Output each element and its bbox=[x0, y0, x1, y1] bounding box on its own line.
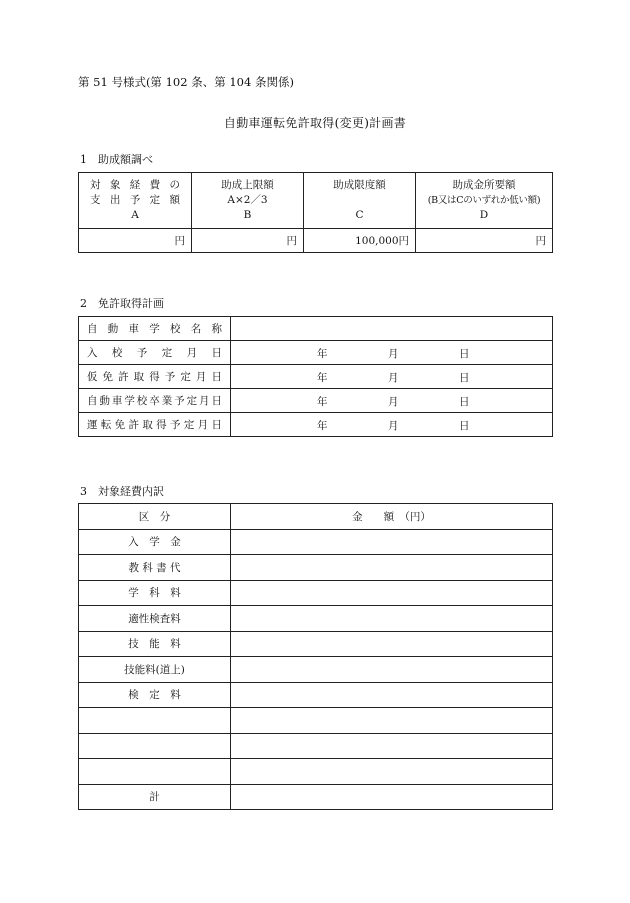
expense-label: 検 定 料 bbox=[79, 682, 231, 708]
plan-date-field[interactable]: 年 月 日 bbox=[231, 341, 553, 365]
plan-row-graduation-date bbox=[79, 389, 553, 413]
expense-row bbox=[79, 682, 553, 708]
expense-label: 入 学 金 bbox=[79, 529, 231, 555]
column-header-a: 対象経費の 支出予定額 A bbox=[79, 173, 192, 229]
plan-date-field[interactable]: 年 月 日 bbox=[231, 389, 553, 413]
expense-row bbox=[79, 759, 553, 785]
plan-label: 自動車学校卒業予定月日 bbox=[79, 389, 231, 413]
value-c[interactable]: 100,000円 bbox=[304, 229, 416, 253]
value-a[interactable]: 円 bbox=[79, 229, 192, 253]
total-amount[interactable] bbox=[231, 784, 553, 810]
plan-date-field[interactable]: 年 月 日 bbox=[231, 413, 553, 437]
section2-heading: 2 免許取得計画 bbox=[80, 297, 164, 310]
expense-label: 技能料(道上) bbox=[79, 657, 231, 683]
expense-row bbox=[79, 733, 553, 759]
expense-row bbox=[79, 580, 553, 606]
expense-amount[interactable] bbox=[231, 682, 553, 708]
value-d[interactable]: 円 bbox=[416, 229, 553, 253]
plan-row-entry-date bbox=[79, 341, 553, 365]
subsidy-header-row bbox=[79, 173, 553, 229]
expense-label[interactable] bbox=[79, 759, 231, 785]
expense-row bbox=[79, 606, 553, 632]
subsidy-value-row bbox=[79, 229, 553, 253]
expense-label[interactable] bbox=[79, 708, 231, 734]
document-title: 自動車運転免許取得(変更)計画書 bbox=[223, 116, 407, 130]
plan-date-field[interactable]: 年 月 日 bbox=[231, 365, 553, 389]
expense-label: 適性検査料 bbox=[79, 606, 231, 632]
plan-label: 入校予定月日 bbox=[79, 341, 231, 365]
expense-total-row bbox=[79, 784, 553, 810]
column-header-d: 助成金所要額 (B又はCのいずれか低い額) D bbox=[416, 173, 553, 229]
column-header-c: 助成限度額 C bbox=[304, 173, 416, 229]
plan-row-provisional-date bbox=[79, 365, 553, 389]
plan-label: 運転免許取得予定月日 bbox=[79, 413, 231, 437]
value-b[interactable]: 円 bbox=[192, 229, 304, 253]
expense-amount[interactable] bbox=[231, 631, 553, 657]
plan-row-license-date bbox=[79, 413, 553, 437]
expense-amount[interactable] bbox=[231, 759, 553, 785]
license-plan-table bbox=[78, 316, 553, 437]
section3-heading: 3 対象経費内訳 bbox=[80, 485, 164, 498]
total-label: 計 bbox=[79, 784, 231, 810]
expense-row bbox=[79, 555, 553, 581]
form-number: 第 51 号様式(第 102 条、第 104 条関係) bbox=[78, 75, 294, 89]
expense-row bbox=[79, 529, 553, 555]
expense-label: 教 科 書 代 bbox=[79, 555, 231, 581]
expense-header-row bbox=[79, 504, 553, 530]
plan-label: 仮免許取得予定月日 bbox=[79, 365, 231, 389]
expense-amount[interactable] bbox=[231, 529, 553, 555]
expense-label: 技 能 料 bbox=[79, 631, 231, 657]
expense-row bbox=[79, 657, 553, 683]
expense-row bbox=[79, 631, 553, 657]
plan-value-school-name[interactable] bbox=[231, 317, 553, 341]
section1-heading: 1 助成額調べ bbox=[80, 153, 153, 166]
expense-amount[interactable] bbox=[231, 606, 553, 632]
plan-label: 自動車学校名称 bbox=[79, 317, 231, 341]
expense-amount[interactable] bbox=[231, 733, 553, 759]
expense-amount[interactable] bbox=[231, 555, 553, 581]
expense-amount[interactable] bbox=[231, 657, 553, 683]
subsidy-table bbox=[78, 172, 553, 253]
plan-row-school-name bbox=[79, 317, 553, 341]
expense-label: 学 科 料 bbox=[79, 580, 231, 606]
expense-label[interactable] bbox=[79, 733, 231, 759]
amount-header: 金 額 （円） bbox=[231, 504, 553, 530]
column-header-b: 助成上限額 A×2／3 B bbox=[192, 173, 304, 229]
expense-amount[interactable] bbox=[231, 708, 553, 734]
expense-row bbox=[79, 708, 553, 734]
expense-breakdown-table bbox=[78, 503, 553, 810]
expense-amount[interactable] bbox=[231, 580, 553, 606]
category-header: 区 分 bbox=[79, 504, 231, 530]
